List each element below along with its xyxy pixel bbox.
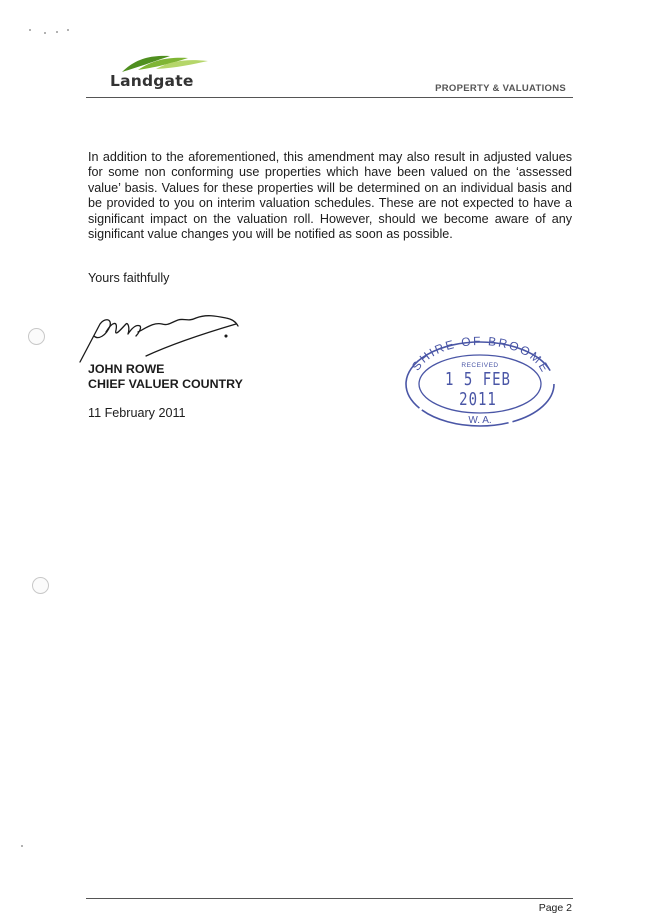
letter-date: 11 February 2011	[88, 406, 186, 420]
stamp-received-label: RECEIVED	[461, 362, 499, 369]
header-divider	[86, 97, 573, 98]
scan-speck	[29, 29, 31, 31]
punch-hole-top	[28, 328, 45, 345]
logo-wordmark: Landgate	[110, 72, 194, 90]
page-number: Page 2	[538, 902, 572, 914]
scan-speck	[56, 31, 58, 33]
department-label: PROPERTY & VALUATIONS	[435, 83, 566, 94]
stamp-shire-text: SHIRE OF BROOME	[408, 334, 553, 376]
closing-salutation: Yours faithfully	[88, 271, 170, 285]
scan-speck	[67, 29, 69, 31]
handwritten-signature-icon	[76, 310, 246, 366]
stamp-state-text: W. A.	[468, 415, 492, 426]
signatory-name: JOHN ROWE	[88, 362, 165, 376]
landgate-logo	[108, 52, 218, 94]
punch-hole-bottom	[32, 577, 49, 594]
body-paragraph: In addition to the aforementioned, this amendment may also result in adjusted values for some non conforming use properties which have been valued on the ‘assessed value’ basis. Values for these properties will be determined on an individual basis and be provided to you on interim valuation schedules. These are not expected to have a significant impact on the valuation roll. However, should we become aware of any significant value changes you will be notified as soon as possible.	[88, 150, 572, 242]
scan-speck	[44, 32, 46, 34]
signatory-title: CHIEF VALUER COUNTRY	[88, 377, 243, 391]
scan-speck	[21, 845, 23, 847]
stamp-date: 1 5 FEB 2011	[444, 370, 511, 410]
footer-divider	[86, 898, 573, 899]
